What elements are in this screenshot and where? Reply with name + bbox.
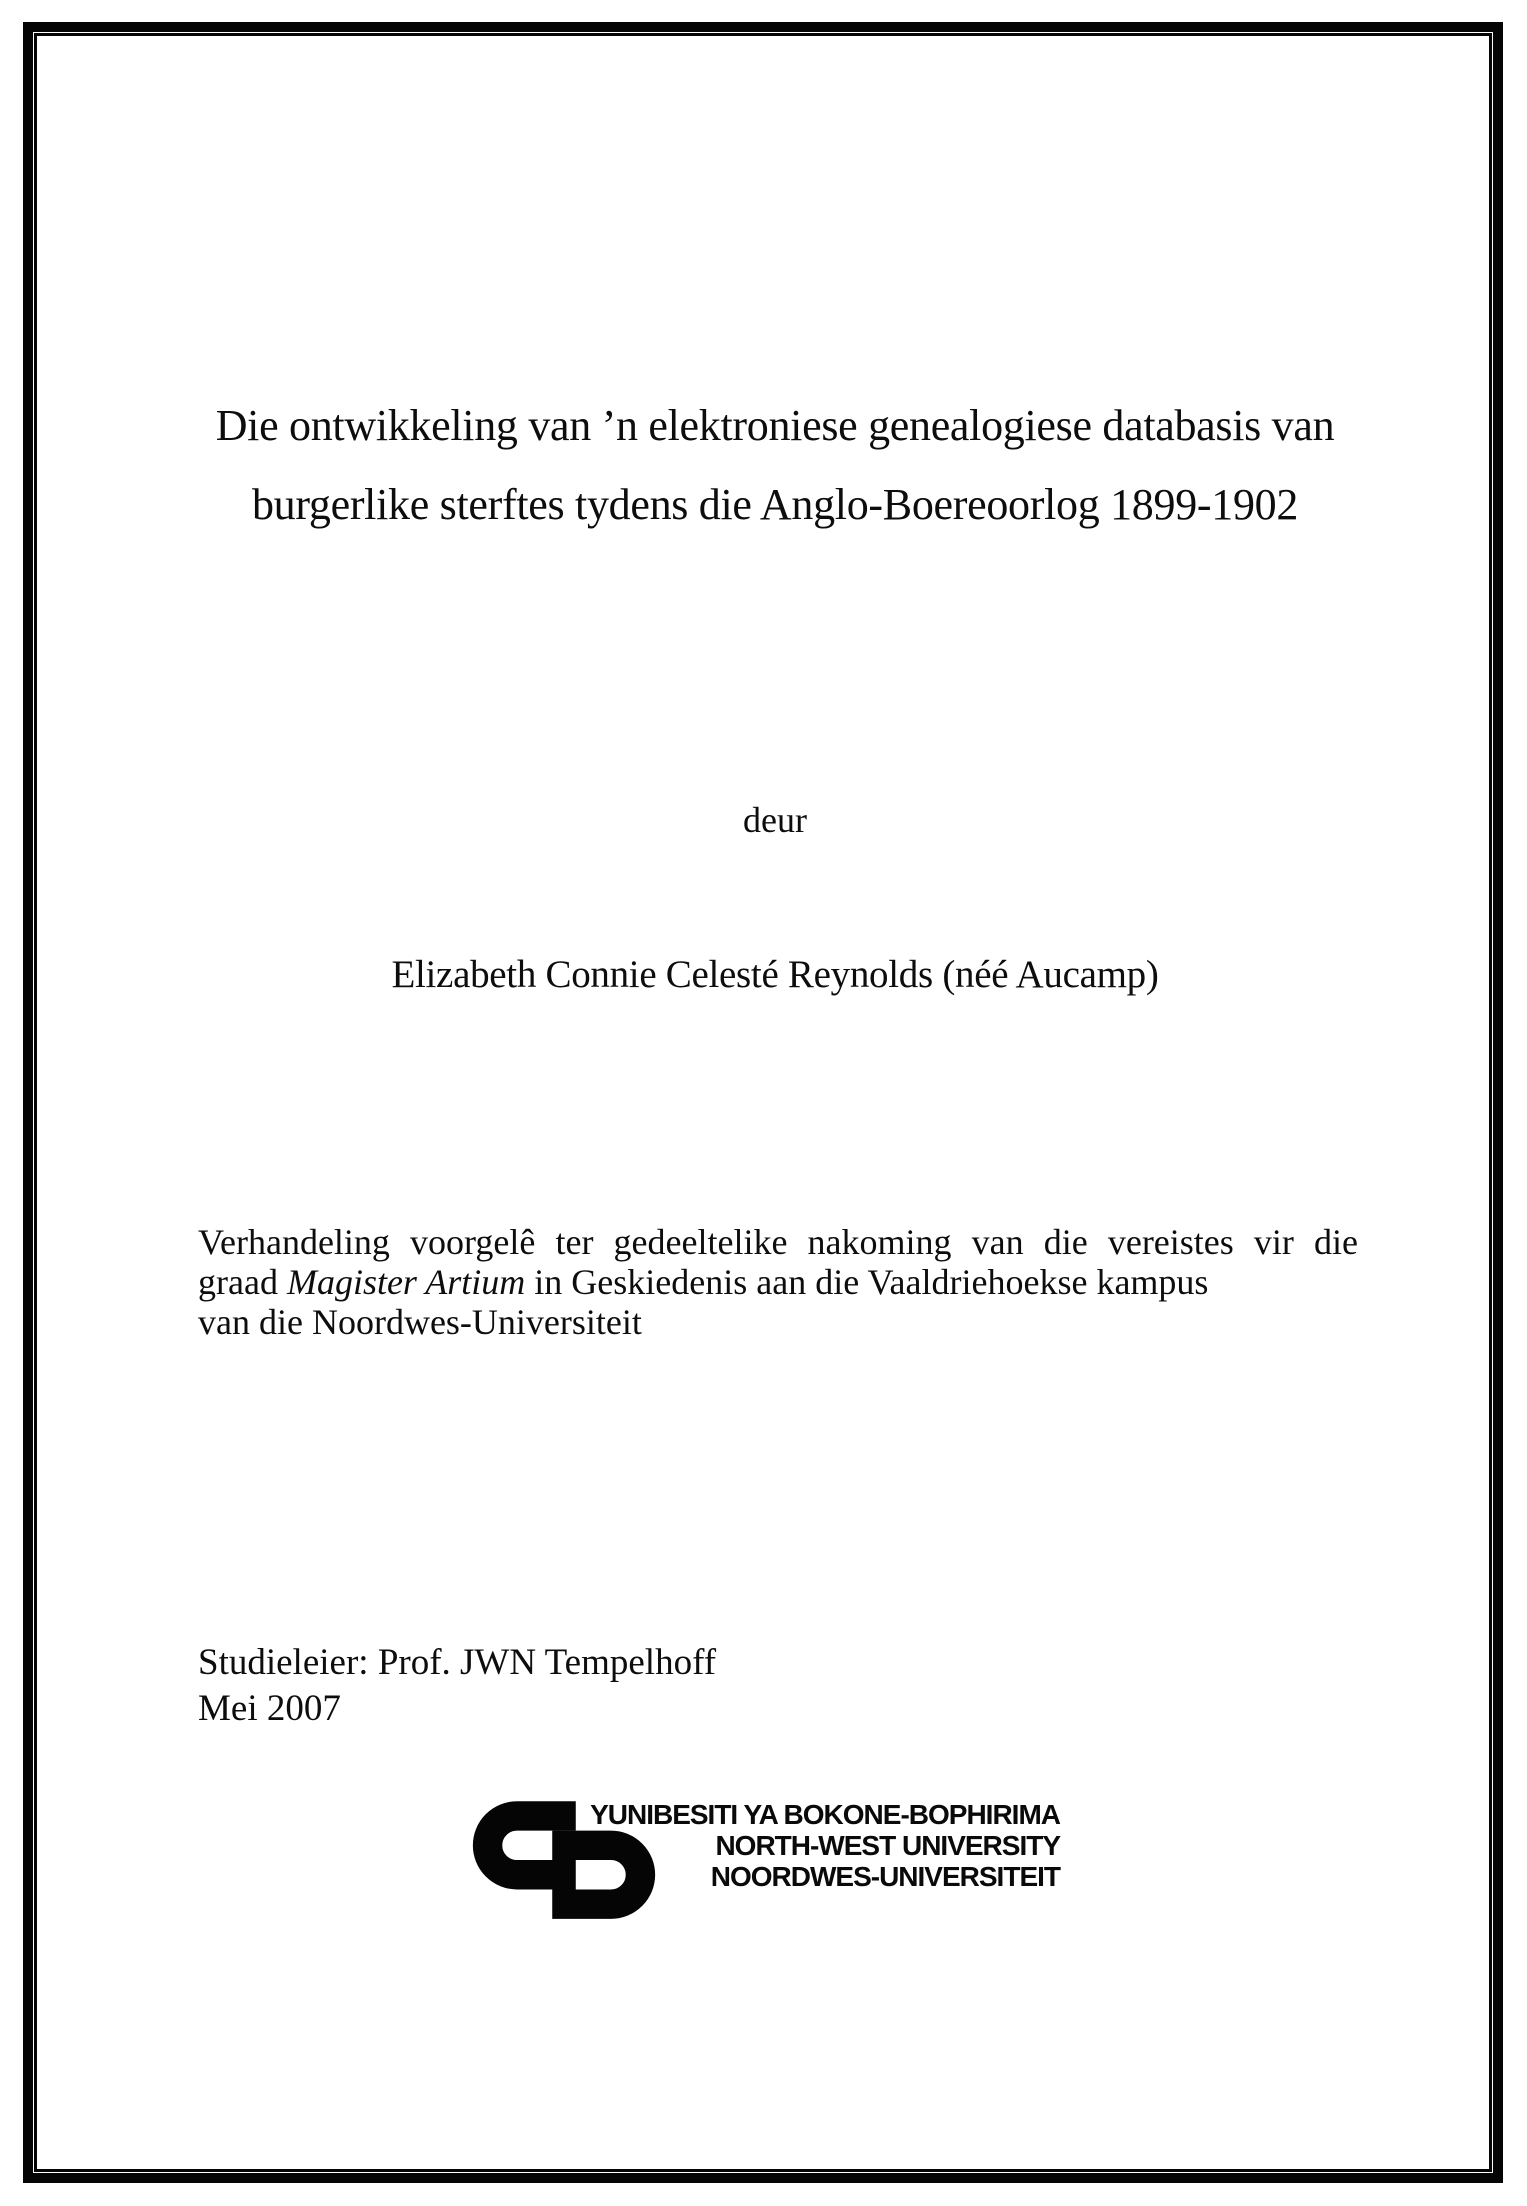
submission-line-2 — [198, 1262, 1358, 1302]
byline-label: deur — [743, 800, 807, 840]
university-name-afrikaans: NOORDWES-UNIVERSITEIT — [710, 1861, 1060, 1892]
submission-line-2-suffix: in Geskiedenis aan die Vaaldriehoekse kampus — [525, 1262, 1209, 1302]
thesis-title — [60, 386, 1490, 544]
thesis-title-line-1: Die ontwikkeling van ’n elektroniese genealogiese databasis van — [215, 401, 1335, 450]
date-line: Mei 2007 — [198, 1688, 341, 1729]
submission-statement — [198, 1222, 1358, 1342]
degree-name: Magister Artium — [286, 1262, 526, 1302]
university-wordmark — [560, 1799, 1060, 1892]
supervisor-line: Studieleier: Prof. JWN Tempelhoff — [198, 1642, 717, 1683]
submission-line-3: van die Noordwes-Universiteit — [198, 1302, 642, 1342]
author-name: Elizabeth Connie Celesté Reynolds (néé Aucamp) — [391, 953, 1159, 996]
thesis-title-line-2: burgerlike sterftes tydens die Anglo-Boereoorlog 1899-1902 — [251, 480, 1299, 529]
submission-line-2-prefix: graad — [198, 1262, 287, 1302]
university-name-english: NORTH-WEST UNIVERSITY — [715, 1830, 1060, 1861]
university-name-setswana: YUNIBESITI YA BOKONE-BOPHIRIMA — [590, 1799, 1060, 1830]
supervisor-block — [198, 1640, 716, 1732]
submission-line-1: Verhandeling voorgelê ter gedeeltelike nakoming van die vereistes vir die — [198, 1222, 1358, 1262]
